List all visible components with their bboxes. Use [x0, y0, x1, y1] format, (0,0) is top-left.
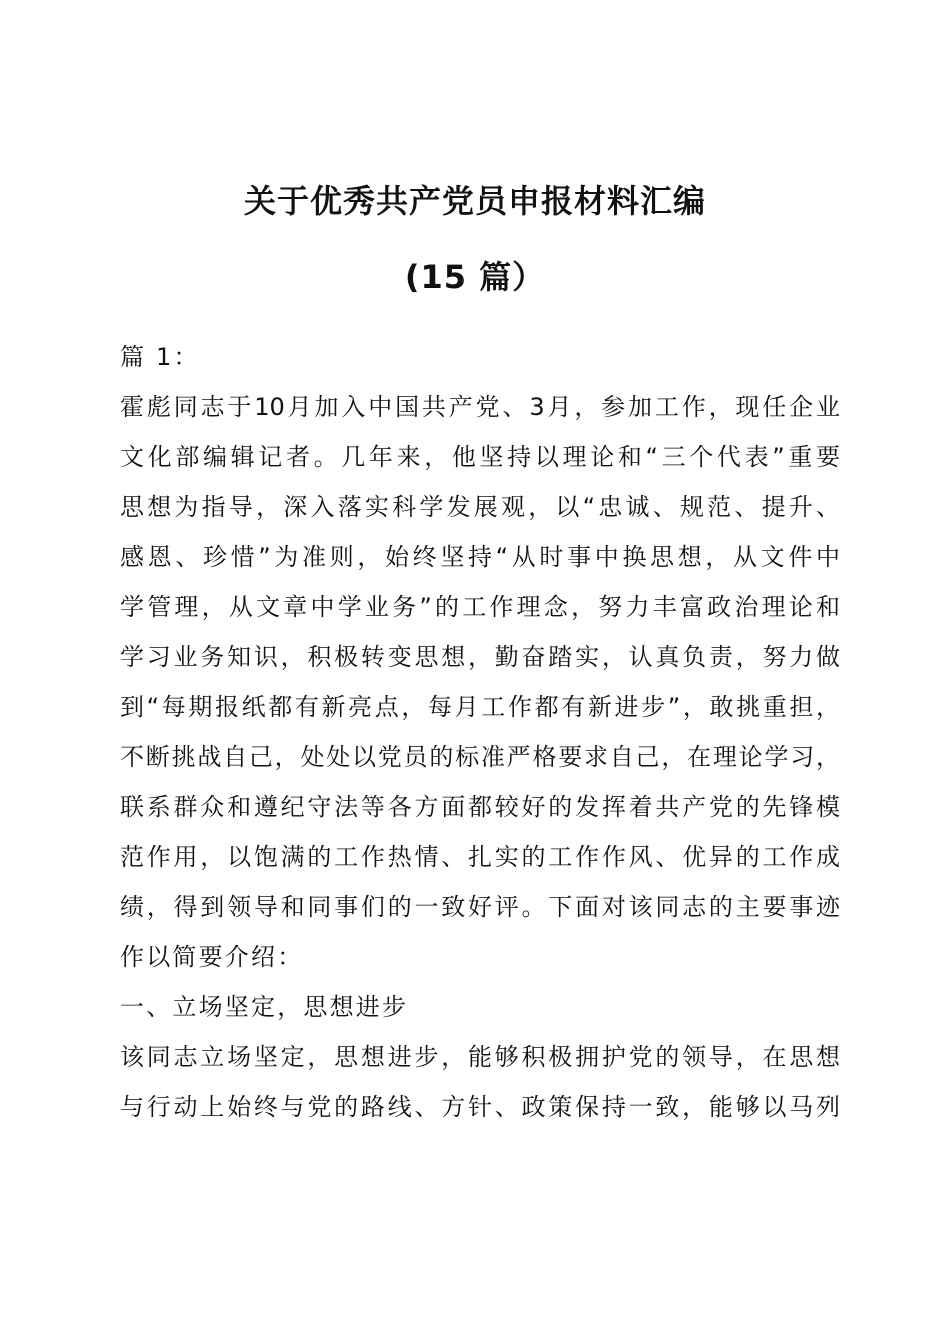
body-line: 绩，得到领导和同事们的一致好评。下面对该同志的主要事迹: [120, 893, 840, 921]
document-subtitle: (15 篇）: [404, 258, 546, 296]
document-title: 关于优秀共产党员申报材料汇编: [243, 182, 706, 220]
body-line: 到“每期报纸都有新亮点，每月工作都有新进步”，敢挑重担，: [120, 693, 840, 721]
body-line: 感恩、珍惜”为准则，始终坚持“从时事中换思想，从文件中: [120, 543, 840, 571]
document-body: [120, 332, 840, 1132]
body-line: 文化部编辑记者。几年来，他坚持以理论和“三个代表”重要: [120, 443, 840, 471]
body-line: 篇 1：: [120, 343, 200, 371]
body-line: 该同志立场坚定，思想进步，能够积极拥护党的领导，在思想: [120, 1043, 840, 1071]
body-line: 范作用，以饱满的工作热情、扎实的工作作风、优异的工作成: [120, 843, 840, 871]
body-line: 学管理，从文章中学业务”的工作理念，努力丰富政治理论和: [120, 593, 840, 621]
body-line: 霍彪同志于10月加入中国共产党、3月，参加工作，现任企业: [120, 393, 840, 421]
body-line: 思想为指导，深入落实科学发展观，以“忠诚、规范、提升、: [120, 493, 840, 521]
body-line: 联系群众和遵纪守法等各方面都较好的发挥着共产党的先锋模: [120, 793, 840, 821]
body-line: 学习业务知识，积极转变思想，勤奋踏实，认真负责，努力做: [120, 643, 840, 671]
body-line: 作以简要介绍：: [120, 943, 304, 971]
section-heading: 一、立场坚定，思想进步: [120, 993, 409, 1021]
body-line: 与行动上始终与党的路线、方针、政策保持一致，能够以马列: [120, 1093, 840, 1121]
body-line: 不断挑战自己，处处以党员的标准严格要求自己，在理论学习，: [120, 743, 840, 771]
